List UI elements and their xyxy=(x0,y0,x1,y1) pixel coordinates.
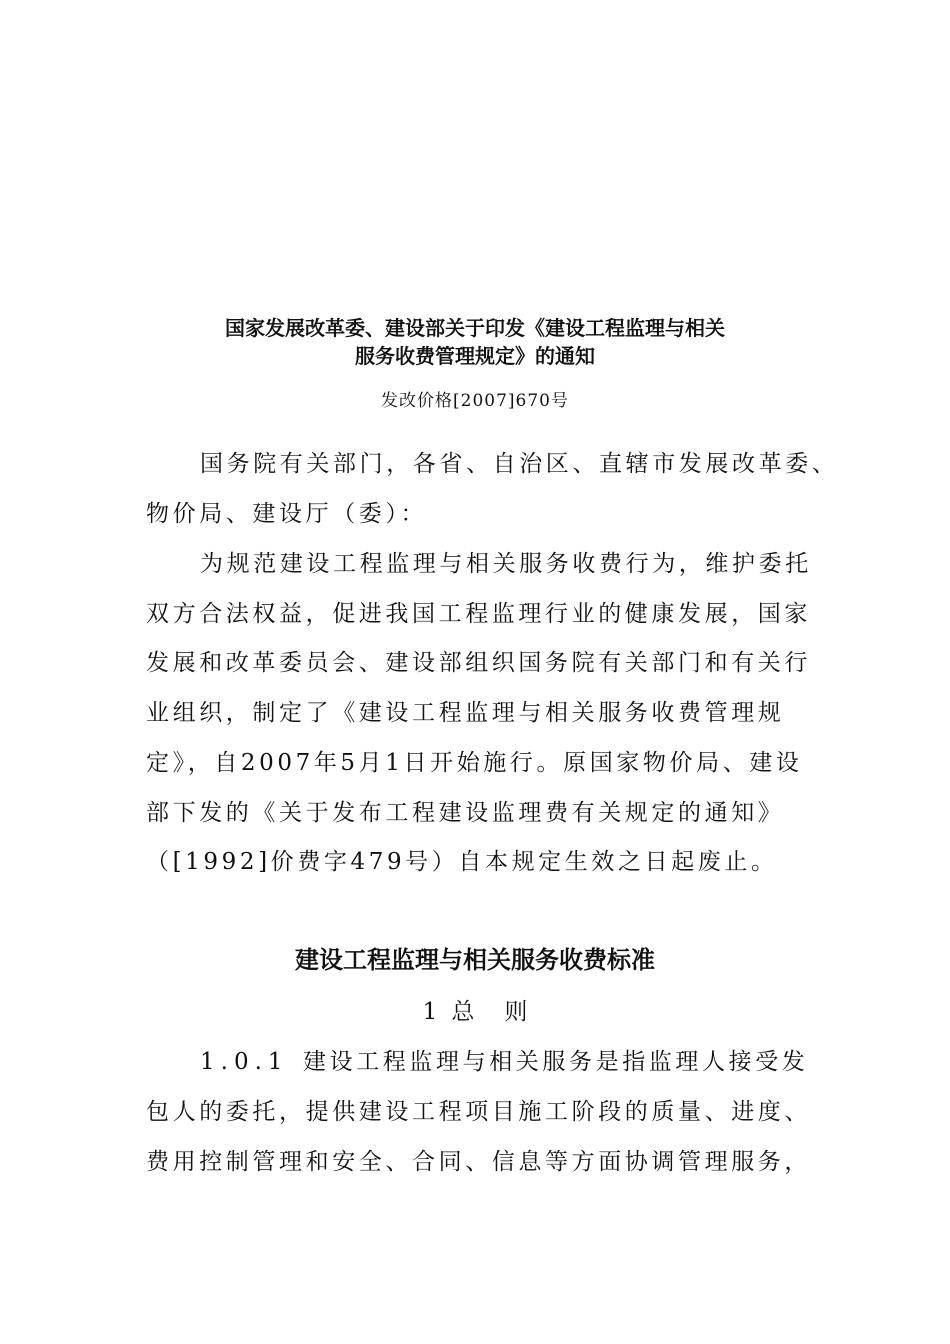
body-paragraph-line: 发展和改革委员会、建设部组织国务院有关部门和有关行 xyxy=(146,650,811,676)
chapter-number: 1 xyxy=(422,999,438,1025)
body-paragraph-line: 部下发的《关于发布工程建设监理费有关规定的通知》 xyxy=(146,800,785,826)
notice-title-line-1: 国家发展改革委、建设部关于印发《建设工程监理与相关 xyxy=(225,316,725,340)
document-number: 发改价格[2007]670号 xyxy=(381,391,569,411)
body-paragraph-line: （[1992]价费字479号）自本规定生效之日起废止。 xyxy=(146,849,778,875)
body-paragraph-line: 为规范建设工程监理与相关服务收费行为，维护委托 xyxy=(200,551,812,577)
standard-title: 建设工程监理与相关服务收费标准 xyxy=(295,946,655,974)
chapter-heading xyxy=(150,995,800,1029)
clause-line: 包人的委托，提供建设工程项目施工阶段的质量、进度、 xyxy=(146,1099,811,1125)
addressee-line-1: 国务院有关部门，各省、自治区、直辖市发展改革委、 xyxy=(200,451,839,477)
body-paragraph-line: 业组织，制定了《建设工程监理与相关服务收费管理规 xyxy=(146,700,785,726)
notice-title-line-2: 服务收费管理规定》的通知 xyxy=(355,344,595,368)
body-paragraph-line: 双方合法权益，促进我国工程监理行业的健康发展，国家 xyxy=(146,601,811,627)
chapter-title-part: 总 xyxy=(451,999,475,1025)
clause-line: 费用控制管理和安全、合同、信息等方面协调管理服务， xyxy=(146,1149,811,1175)
clause-line: 建设工程监理与相关服务是指监理人接受发 xyxy=(303,1049,809,1075)
body-paragraph-line: 定》，自2007年5月1日开始施行。原国家物价局、建设 xyxy=(146,750,803,776)
chapter-title-part: 则 xyxy=(504,999,528,1025)
clause-number: 1.0.1 xyxy=(200,1049,289,1075)
addressee-line-2: 物价局、建设厅（委）： xyxy=(146,501,428,527)
